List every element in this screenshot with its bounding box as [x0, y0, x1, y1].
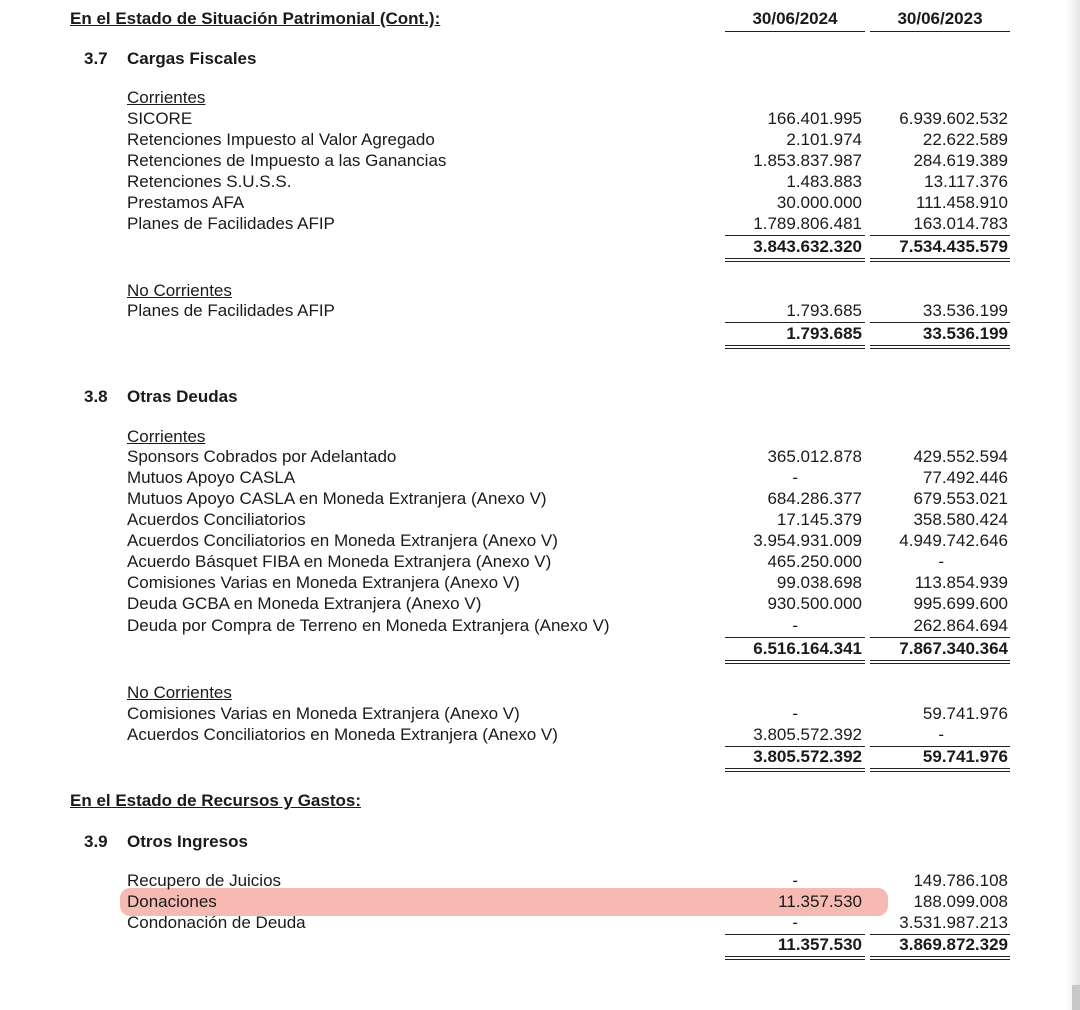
table-row — [0, 446, 1080, 467]
double-rule — [870, 261, 1010, 262]
double-rule — [725, 348, 865, 349]
value-2023: 59.741.976 — [922, 704, 1008, 723]
value-2024: 465.250.000 — [767, 552, 862, 571]
subheading-no-corrientes: No Corrientes — [127, 683, 232, 702]
subheading-corrientes: Corrientes — [127, 427, 206, 446]
row-label: Mutuos Apoyo CASLA — [127, 468, 296, 487]
table-row — [0, 108, 1080, 129]
double-rule — [870, 959, 1010, 960]
subheading-no-corrientes: No Corrientes — [127, 281, 232, 300]
double-rule — [725, 258, 865, 259]
value-2023: 3.531.987.213 — [899, 913, 1008, 932]
section-heading: En el Estado de Recursos y Gastos: — [70, 791, 361, 810]
value-2024: 17.145.379 — [776, 510, 862, 529]
table-row — [0, 150, 1080, 171]
value-2023: 77.492.446 — [922, 468, 1008, 487]
value-2023: 679.553.021 — [913, 489, 1008, 508]
value-2024: 11.357.530 — [778, 892, 862, 911]
value-2023: 188.099.008 — [913, 892, 1008, 911]
row-label: Acuerdos Conciliatorios en Moneda Extranjera (Anexo V) — [127, 531, 558, 550]
total-2023: 33.536.199 — [922, 324, 1008, 343]
double-rule — [870, 258, 1010, 259]
value-2024: 1.483.883 — [786, 172, 862, 191]
column-rule — [725, 31, 865, 32]
column-rule — [870, 31, 1010, 32]
row-label: Recupero de Juicios — [127, 871, 282, 890]
scrollbar-thumb[interactable] — [1072, 985, 1080, 1010]
table-row — [0, 213, 1080, 234]
table-row — [0, 551, 1080, 572]
value-2024: - — [792, 468, 798, 487]
table-row — [0, 724, 1080, 745]
table-row-highlighted — [0, 891, 1080, 912]
table-row — [0, 129, 1080, 150]
row-label: SICORE — [127, 109, 193, 128]
double-rule — [870, 345, 1010, 346]
row-label: Mutuos Apoyo CASLA en Moneda Extranjera (Anexo V) — [127, 489, 547, 508]
value-2023: 149.786.108 — [913, 871, 1008, 890]
table-row — [0, 572, 1080, 593]
row-label: Retenciones S.U.S.S. — [127, 172, 292, 191]
value-2024: - — [792, 871, 798, 890]
row-label: Deuda por Compra de Terreno en Moneda Extranjera (Anexo V) — [127, 616, 610, 635]
table-row — [0, 488, 1080, 509]
total-2024: 11.357.530 — [777, 935, 862, 954]
row-label: Prestamos AFA — [127, 193, 245, 212]
double-rule — [870, 768, 1010, 769]
column-header-2024: 30/06/2024 — [752, 9, 838, 28]
table-row — [0, 509, 1080, 530]
value-2024: - — [792, 616, 798, 635]
section-number: 3.8 — [84, 387, 108, 406]
section-number: 3.9 — [84, 832, 108, 851]
value-2024: 1.789.806.481 — [753, 214, 862, 233]
row-label: Acuerdo Básquet FIBA en Moneda Extranjera (Anexo V) — [127, 552, 552, 571]
table-row — [0, 593, 1080, 614]
total-2024: 3.843.632.320 — [753, 237, 862, 256]
table-row — [0, 615, 1080, 636]
value-2024: 365.012.878 — [767, 447, 862, 466]
section-title: Cargas Fiscales — [127, 49, 257, 68]
total-2023: 3.869.872.329 — [899, 935, 1008, 954]
value-2024: 99.038.698 — [776, 573, 862, 592]
value-2023: - — [938, 552, 944, 571]
double-rule — [870, 348, 1010, 349]
total-2023: 7.534.435.579 — [899, 237, 1008, 256]
column-header-2023: 30/06/2023 — [897, 9, 983, 28]
table-row — [0, 530, 1080, 551]
subheading-corrientes: Corrientes — [127, 88, 206, 107]
row-label: Acuerdos Conciliatorios en Moneda Extranjera (Anexo V) — [127, 725, 558, 744]
total-2024: 1.793.685 — [786, 324, 862, 343]
value-2024: 684.286.377 — [767, 489, 862, 508]
row-label: Condonación de Deuda — [127, 913, 306, 932]
double-rule — [725, 345, 865, 346]
value-2024: 930.500.000 — [767, 594, 862, 613]
value-2023: 995.699.600 — [913, 594, 1008, 613]
value-2024: 1.853.837.987 — [753, 151, 862, 170]
total-2024: 6.516.164.341 — [753, 639, 862, 658]
row-label: Planes de Facilidades AFIP — [127, 214, 335, 233]
row-label: Retenciones de Impuesto a las Ganancias — [127, 151, 447, 170]
table-row — [0, 912, 1080, 933]
value-2023: - — [938, 725, 944, 744]
total-2024: 3.805.572.392 — [753, 747, 862, 766]
row-label: Planes de Facilidades AFIP — [127, 301, 335, 320]
total-row — [0, 236, 1080, 257]
page-title: En el Estado de Situación Patrimonial (Cont.): — [70, 9, 441, 28]
double-rule — [725, 956, 865, 957]
total-row — [0, 746, 1080, 767]
total-row — [0, 934, 1080, 955]
value-2024: 166.401.995 — [767, 109, 862, 128]
total-2023: 59.741.976 — [922, 747, 1008, 766]
value-2024: 3.805.572.392 — [753, 725, 862, 744]
value-2023: 429.552.594 — [913, 447, 1008, 466]
table-row — [0, 300, 1080, 321]
page-edge-shadow — [1066, 0, 1080, 1010]
row-label: Donaciones — [127, 892, 217, 911]
double-rule — [725, 660, 865, 661]
double-rule — [725, 261, 865, 262]
row-label: Retenciones Impuesto al Valor Agregado — [127, 130, 435, 149]
value-2023: 284.619.389 — [913, 151, 1008, 170]
section-number: 3.7 — [84, 49, 108, 68]
double-rule — [725, 663, 865, 664]
table-row — [0, 467, 1080, 488]
total-2023: 7.867.340.364 — [899, 639, 1008, 658]
value-2024: 30.000.000 — [776, 193, 862, 212]
section-title: Otros Ingresos — [127, 832, 248, 851]
value-2024: 2.101.974 — [786, 130, 862, 149]
section-title: Otras Deudas — [127, 387, 238, 406]
double-rule — [725, 771, 865, 772]
table-row — [0, 171, 1080, 192]
value-2023: 262.864.694 — [913, 616, 1008, 635]
value-2024: 1.793.685 — [786, 301, 862, 320]
total-row — [0, 638, 1080, 659]
value-2023: 6.939.602.532 — [899, 109, 1008, 128]
row-label: Sponsors Cobrados por Adelantado — [127, 447, 397, 466]
total-row — [0, 323, 1080, 344]
value-2023: 163.014.783 — [913, 214, 1008, 233]
row-label: Comisiones Varias en Moneda Extranjera (Anexo V) — [127, 704, 520, 723]
value-2023: 33.536.199 — [922, 301, 1008, 320]
double-rule — [870, 771, 1010, 772]
value-2024: - — [792, 913, 798, 932]
row-label: Deuda GCBA en Moneda Extranjera (Anexo V) — [127, 594, 482, 613]
value-2023: 22.622.589 — [922, 130, 1008, 149]
value-2024: 3.954.931.009 — [753, 531, 862, 550]
value-2023: 358.580.424 — [913, 510, 1008, 529]
value-2023: 13.117.376 — [924, 172, 1008, 191]
table-row — [0, 192, 1080, 213]
double-rule — [870, 660, 1010, 661]
value-2023: 4.949.742.646 — [899, 531, 1008, 550]
row-label: Acuerdos Conciliatorios — [127, 510, 306, 529]
value-2023: 111.458.910 — [915, 193, 1008, 212]
double-rule — [870, 956, 1010, 957]
double-rule — [725, 959, 865, 960]
value-2024: - — [792, 704, 798, 723]
double-rule — [725, 768, 865, 769]
table-row — [0, 703, 1080, 724]
row-label: Comisiones Varias en Moneda Extranjera (Anexo V) — [127, 573, 520, 592]
table-row — [0, 870, 1080, 891]
value-2023: 113.854.939 — [914, 573, 1008, 592]
double-rule — [870, 663, 1010, 664]
